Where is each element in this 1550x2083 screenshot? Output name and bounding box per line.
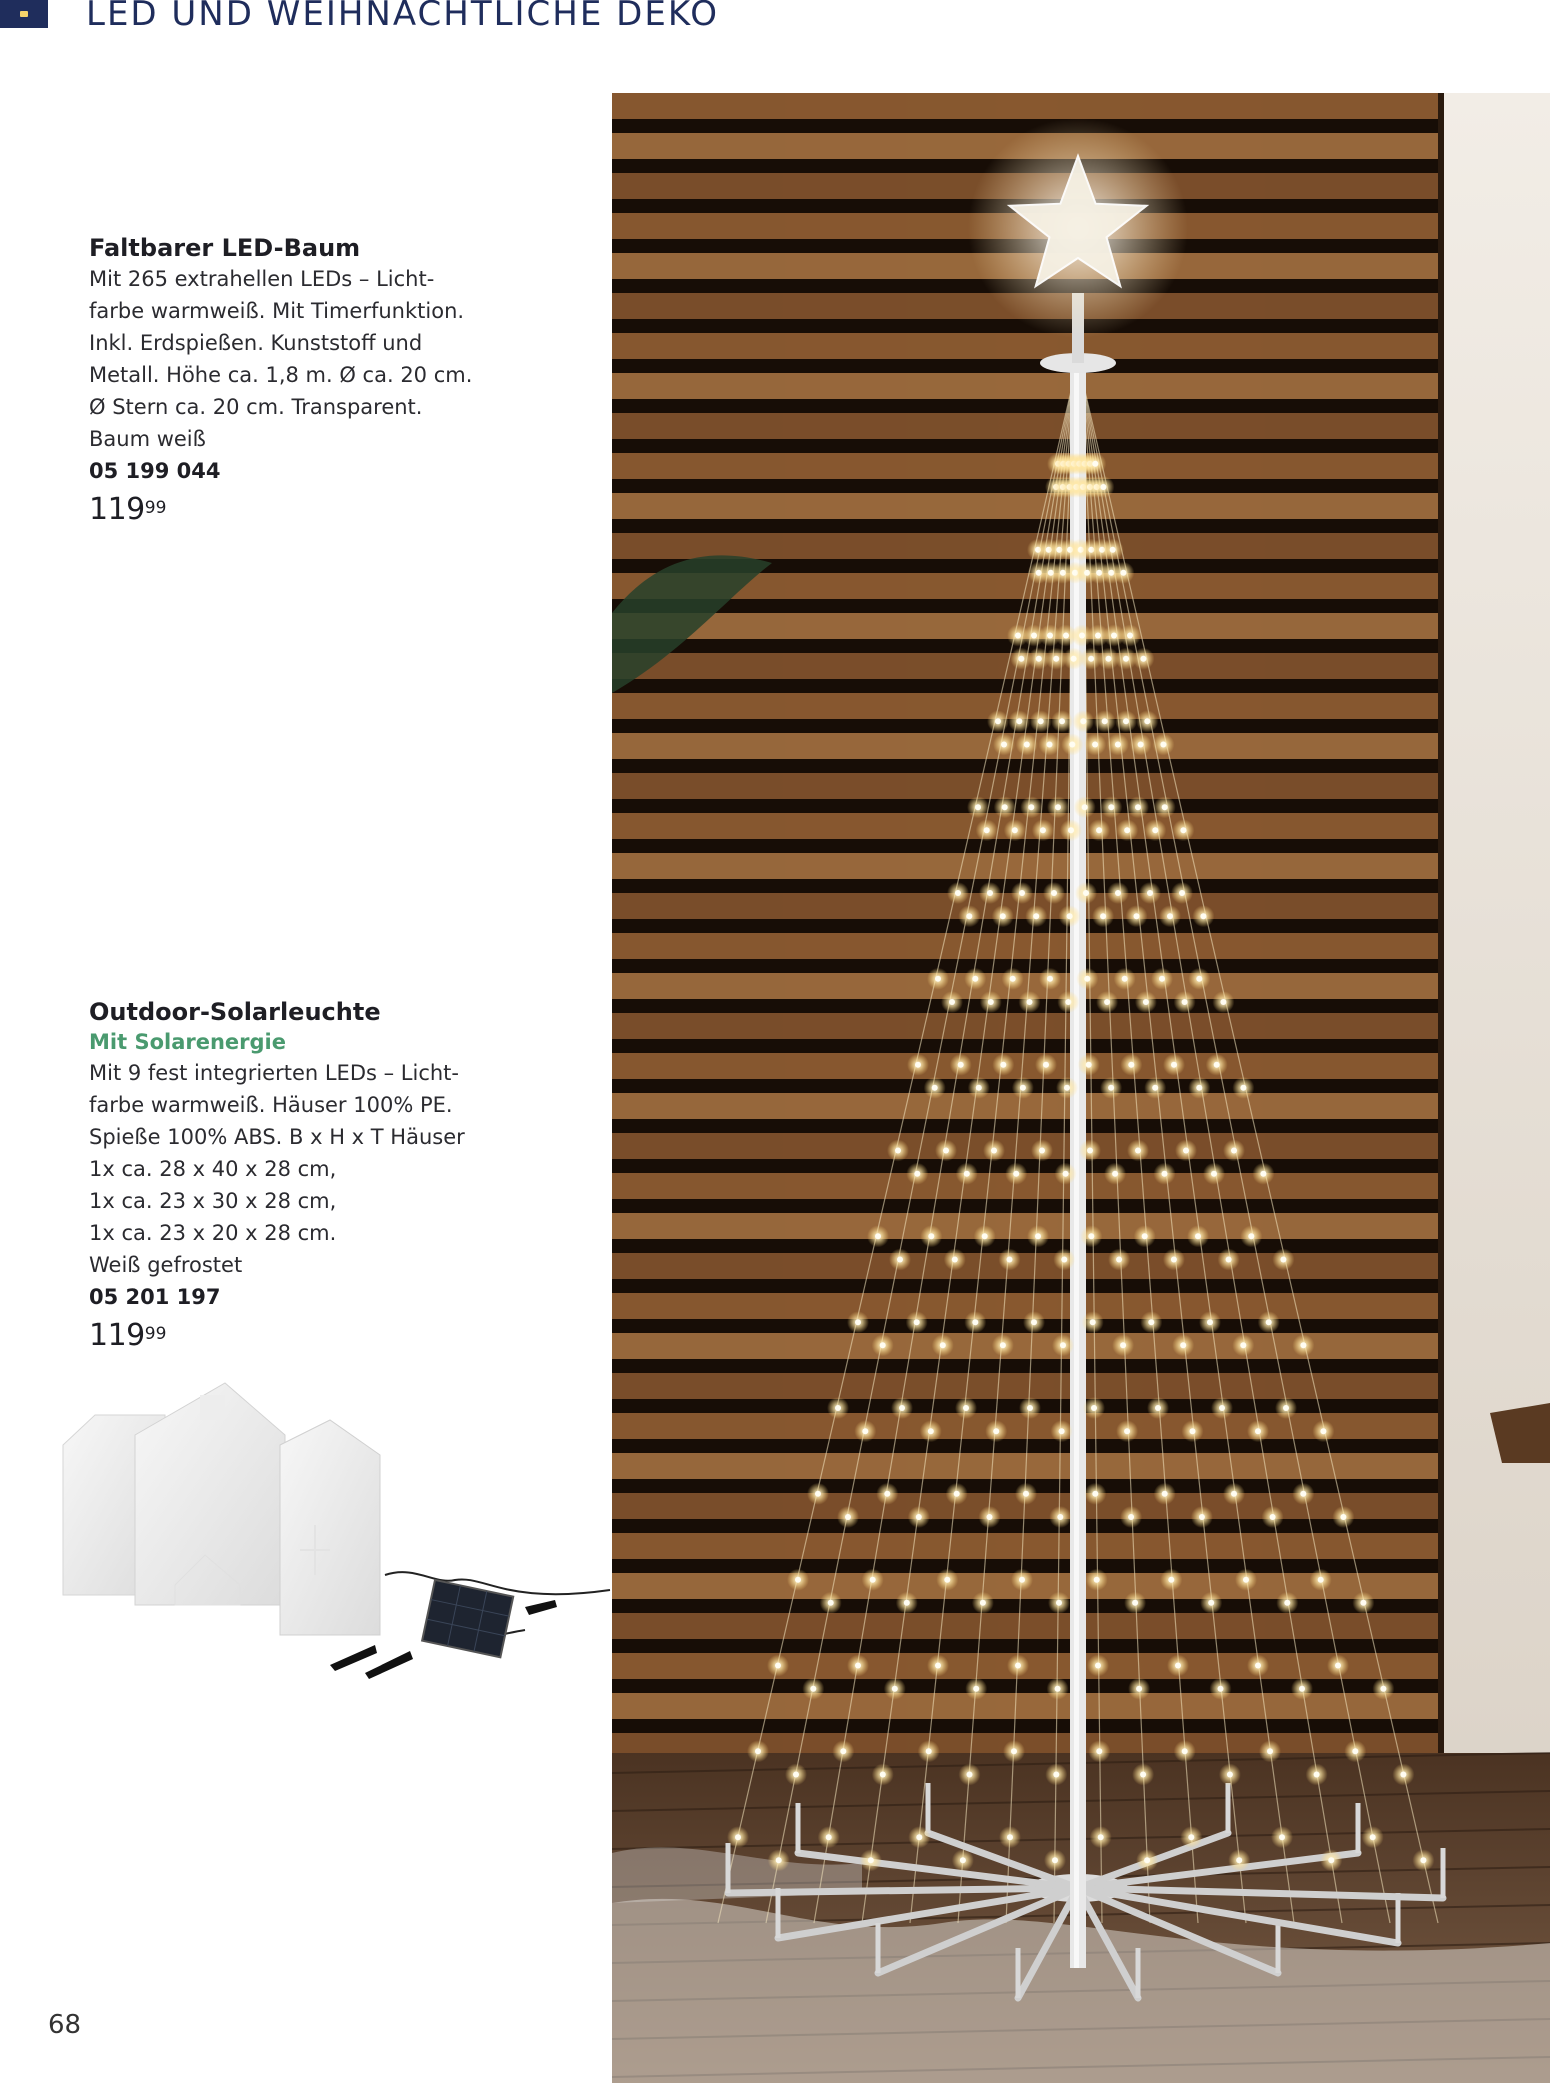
product-solar-light [89,997,489,1357]
description-line: Inkl. Erdspießen. Kunststoff und [89,331,423,355]
description-line: 1x ca. 23 x 20 x 28 cm. [89,1221,337,1245]
description-line: Ø Stern ca. 20 cm. Transparent. [89,395,423,419]
product-price [89,493,489,531]
description-line: Baum weiß [89,427,206,451]
price-main: 119 [89,492,145,527]
price-main: 119 [89,1318,145,1353]
led-tree-photo [612,93,1550,2083]
product-highlight: Mit Solarenergie [89,1030,286,1054]
section-title: LED UND WEIHNACHTLICHE DEKO [86,0,720,34]
price-cents: 99 [144,498,167,518]
description-line: 1x ca. 28 x 40 x 28 cm, [89,1157,337,1181]
product-sku: 05 201 197 [89,1285,221,1309]
page-number: 68 [48,2010,82,2040]
description-line: Spieße 100% ABS. B x H x T Häuser [89,1125,465,1149]
description-line: Mit 265 extrahellen LEDs – Licht- [89,267,435,291]
description-line: Metall. Höhe ca. 1,8 m. Ø ca. 20 cm. [89,363,473,387]
description-line: Weiß gefrostet [89,1253,243,1277]
description-line: farbe warmweiß. Mit Timerfunktion. [89,299,465,323]
product-sku: 05 199 044 [89,459,221,483]
product-name: Faltbarer LED-Baum [89,234,361,262]
product-price [89,1319,489,1357]
price-cents: 99 [144,1324,167,1344]
description-line: farbe warmweiß. Häuser 100% PE. [89,1093,453,1117]
product-description [89,1057,489,1281]
product-description [89,263,489,455]
product-name: Outdoor-Solarleuchte [89,998,381,1026]
solar-houses-image [55,1375,615,1695]
description-line: 1x ca. 23 x 30 x 28 cm, [89,1189,337,1213]
description-line: Mit 9 fest integrierten LEDs – Licht- [89,1061,459,1085]
led-tree-image [612,93,1550,2083]
product-led-tree [89,233,489,531]
brand-flag-icon [0,0,48,28]
